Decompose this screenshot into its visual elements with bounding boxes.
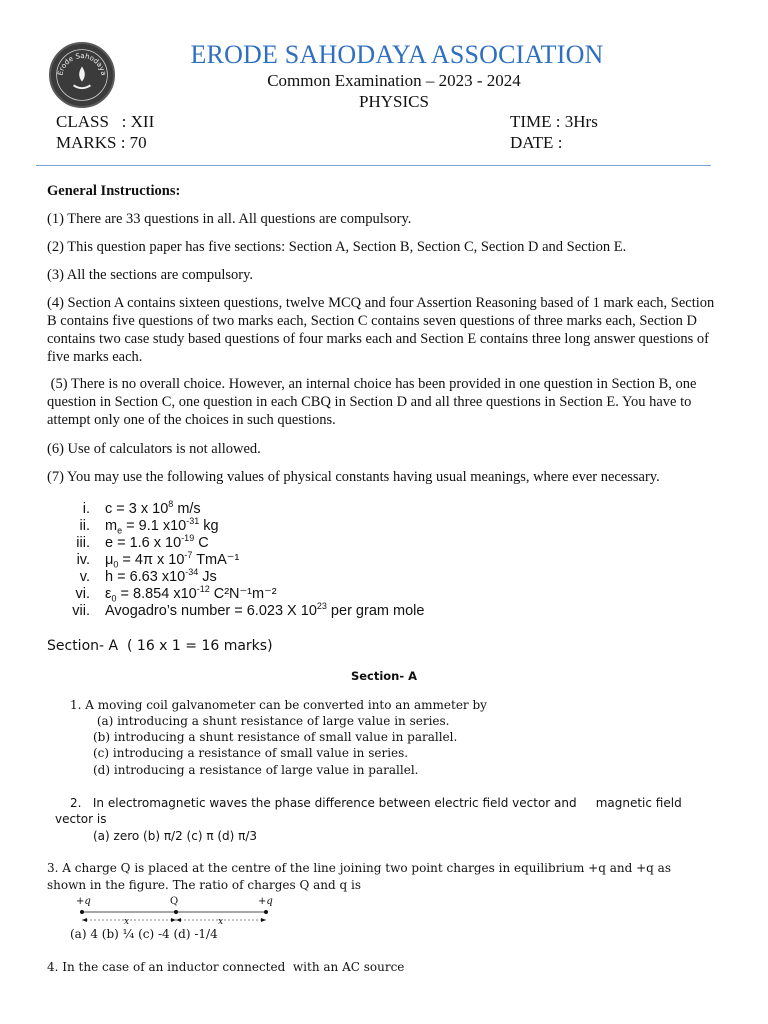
question-1-option: (d) introducing a resistance of large value in parallel. <box>93 763 419 777</box>
exam-title: Common Examination – 2023 - 2024 <box>267 71 521 90</box>
question-2-stem: 2. In electromagnetic waves the phase difference between electric field vector and magnetic field <box>70 796 682 810</box>
figure-label-center: Q <box>170 896 179 907</box>
figure-distance-left: x <box>124 917 130 927</box>
constant-item: iii. e = 1.6 x $10^{-19}$ C <box>76 533 209 551</box>
question-3-stem: 3. A charge Q is placed at the centre of the line joining two point charges in equilibrium +q and +q as <box>47 861 671 875</box>
constant-item: vii. Avogadro’s number = 6.023 X $10^{23}$ per gram mole <box>72 601 425 619</box>
instruction-item: (3) All the sections are compulsory. <box>47 267 254 283</box>
header-divider <box>36 165 711 166</box>
question-1-option: (c) introducing a resistance of small value in series. <box>93 746 409 760</box>
instruction-item: (6) Use of calculators is not allowed. <box>47 441 261 457</box>
constant-item: vi. $\varepsilon_0 = 8.854$ $x10^{-12}$ C²N⁻¹m⁻² <box>75 584 277 604</box>
question-1-stem: 1. A moving coil galvanometer can be converted into an ammeter by <box>70 698 487 712</box>
class-label: CLASS : XII <box>56 112 155 131</box>
constant-item: ii. $m_e = 9.1$ $x10^{-31}$ kg <box>79 516 219 536</box>
constant-item: i. c = 3 x $10^8$ m/s <box>82 499 201 517</box>
question-1-option: (a) introducing a shunt resistance of large value in series. <box>93 714 450 728</box>
instruction-item: (5) There is no overall choice. However, an internal choice has been provided in one question in Section B, one question in Section C, one question in each CBQ in Section D and all three questions in Section E. You have to attempt only one of the choices in such questions. <box>47 376 701 428</box>
svg-text:Erode Sahodaya: Erode Sahodaya <box>55 51 109 77</box>
figure-distance-right: x <box>218 917 224 927</box>
organization-name: ERODE SAHODAYA ASSOCIATION <box>190 40 604 69</box>
question-3-options: (a) 4 (b) ¼ (c) -4 (d) -1/4 <box>70 927 218 941</box>
question-3-stem-cont: shown in the figure. The ratio of charges Q and q is <box>47 878 361 892</box>
question-4-stem: 4. In the case of an inductor connected with an AC source <box>47 960 405 974</box>
figure-label-left: +q <box>76 896 91 907</box>
charges-figure <box>68 893 283 927</box>
instructions-title: General Instructions: <box>47 183 181 199</box>
date-label: DATE : <box>510 133 563 152</box>
question-2-options: (a) zero (b) π/2 (c) π (d) π/3 <box>93 829 258 843</box>
instruction-item: (7) You may use the following values of physical constants having usual meanings, where ever necessary. <box>47 469 660 485</box>
question-2-stem-cont: vector is <box>55 812 107 826</box>
constant-item: v. h = 6.63 $x10^{-34}$ Js <box>79 567 217 585</box>
instruction-item: (2) This question paper has five sections: Section A, Section B, Section C, Section D and Section E. <box>47 239 627 255</box>
constant-item: iv. $\mu_0 = 4\pi$ x $10^{-7}$ TmA⁻¹ <box>76 550 240 570</box>
subject-title: PHYSICS <box>359 92 429 111</box>
instruction-item: (1) There are 33 questions in all. All questions are compulsory. <box>47 211 412 227</box>
section-a-title: Section- A <box>350 669 418 683</box>
section-a-heading: Section- A ( 16 x 1 = 16 marks) <box>47 638 273 654</box>
time-label: TIME : 3Hrs <box>510 112 598 131</box>
question-1-option: (b) introducing a shunt resistance of small value in parallel. <box>93 730 458 744</box>
marks-label: MARKS : 70 <box>56 133 147 152</box>
figure-label-right: +q <box>258 896 273 907</box>
instruction-item: (4) Section A contains sixteen questions, twelve MCQ and four Assertion Reasoning based of 1 mark each, Section B contains five questions of two marks each, Section C contains seven questions of three marks each, Section D contains two case study based questions of four marks each and Section E contains three long answer questions of five marks each. <box>47 295 715 365</box>
